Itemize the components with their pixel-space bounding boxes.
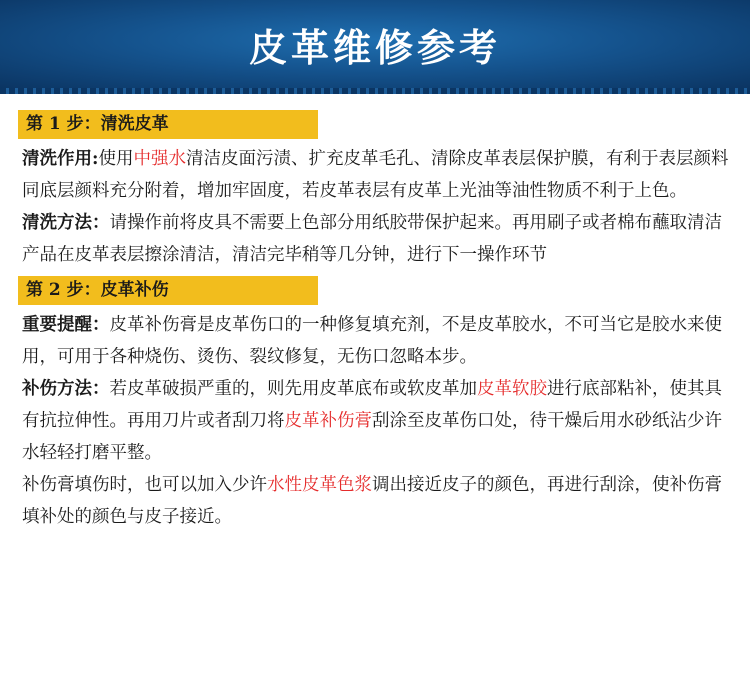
- step-2-method-lead: 补伤方法：: [22, 379, 110, 399]
- main-content: [0, 94, 734, 533]
- step-1-purpose-paragraph: [22, 143, 734, 207]
- step-2-tip-text-a: 补伤膏填伤时，也可以加入少许: [22, 475, 267, 495]
- step-2-method-text-c: 刮涂至皮革伤口处，待干燥后用水砂纸沾少许水轻轻打磨平整。: [22, 411, 722, 463]
- step-2-reminder-lead: 重要提醒：: [22, 315, 110, 335]
- step-2-tip-paragraph: [22, 469, 734, 533]
- step-1-method-text: 请操作前将皮具不需要上色部分用纸胶带保护起来。再用刷子或者棉布蘸取清洁产品在皮革表层擦涂清洁，清洁完毕稍等几分钟，进行下一操作环节: [22, 213, 722, 265]
- header-banner: [0, 0, 750, 88]
- step-2-method-highlight-2: 皮革补伤膏: [284, 411, 372, 431]
- step-1-purpose-text-b: 清洁皮面污渍、扩充皮革毛孔、清除皮革表层保护膜，有利于表层颜料同底层颜料充分附着，增加牢固度，若皮革表层有皮革上光油等油性物质不利于上色。: [22, 149, 729, 201]
- step-1-method-lead: 清洗方法：: [22, 213, 110, 233]
- step-2-method-text-b: 进行底部粘补，使其具有抗拉伸性。再用刀片或者刮刀将: [22, 379, 722, 431]
- step-1-method-paragraph: [22, 207, 734, 271]
- step-1-purpose-lead: 清洗作用:: [22, 149, 99, 169]
- step-2-tip-text-b: 调出接近皮子的颜色，再进行刮涂，使补伤膏填补处的颜色与皮子接近。: [22, 475, 722, 527]
- step-1-purpose-highlight: 中强水: [133, 149, 186, 169]
- step-2-method-paragraph: [22, 373, 734, 469]
- step-2-tip-highlight: 水性皮革色浆: [267, 475, 372, 495]
- step-2-method-text-a: 若皮革破损严重的，则先用皮革底布或软皮革加: [109, 379, 477, 399]
- page-title: 皮革维修参考: [248, 25, 501, 70]
- step-1-bar: 第 1 步：清洗皮革: [18, 110, 318, 139]
- step-2-reminder-text: 皮革补伤膏是皮革伤口的一种修复填充剂，不是皮革胶水，不可当它是胶水来使用，可用于各种烧伤、烫伤、裂纹修复，无伤口忽略本步。: [22, 315, 722, 367]
- step-2-method-highlight-1: 皮革软胶: [477, 379, 547, 399]
- step-1-purpose-text-a: 使用: [98, 149, 134, 169]
- step-2-bar: 第 2 步：皮革补伤: [18, 276, 318, 305]
- step-2-reminder-paragraph: [22, 309, 734, 373]
